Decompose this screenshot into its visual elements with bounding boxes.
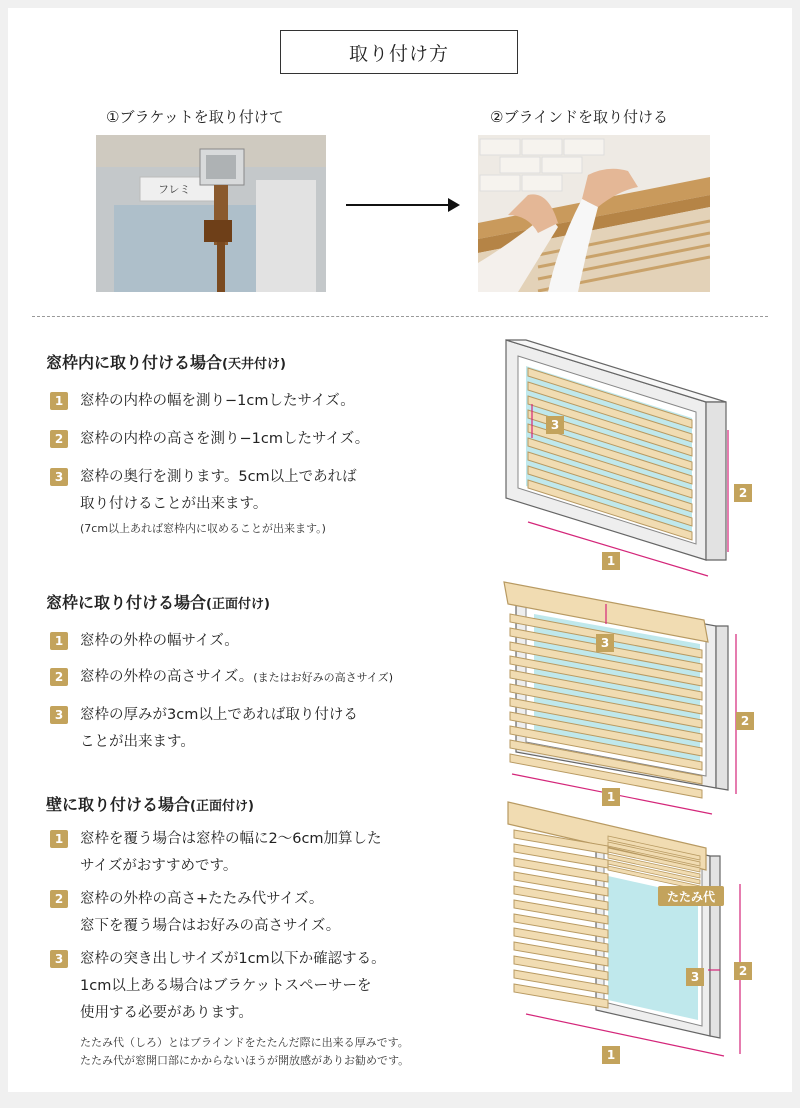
section-title-text: 窓枠内に取り付ける場合: [46, 353, 223, 372]
list-item: [50, 826, 382, 880]
number-badge: 2: [50, 890, 68, 908]
page-title: 取り付け方: [280, 30, 518, 74]
item-text: 窓枠の外枠の高さサイズ。: [80, 669, 254, 685]
list-item: [50, 886, 340, 940]
list-item: [50, 628, 239, 655]
item-text: 窓枠の突き出しサイズが1cm以下か確認する。 1cm以上ある場合はブラケットスペーサーを 使用する必要があります。: [80, 951, 386, 1021]
number-badge: 1: [50, 830, 68, 848]
section-title-front: [46, 590, 270, 613]
number-badge: 1: [50, 632, 68, 650]
measure-label-3: 3: [596, 634, 614, 652]
item-text-small: (またはお好みの高さサイズ): [253, 671, 393, 684]
diagram-inside-mount: [496, 338, 756, 578]
section-title-text: 窓枠に取り付ける場合: [46, 593, 207, 612]
measure-label-1: 1: [602, 788, 620, 806]
diagram-frame-mount: [496, 578, 756, 818]
measure-label-1: 1: [602, 552, 620, 570]
list-item: [50, 388, 355, 415]
number-badge: 1: [50, 392, 68, 410]
section-title-suffix: (天井付け): [222, 357, 286, 372]
item-text: 窓枠の内枠の高さを測り−1cmしたサイズ。: [80, 431, 370, 447]
section-title-suffix: (正面付け): [206, 597, 270, 612]
item-text: 窓枠の外枠の高さ+たたみ代サイズ。 窓下を覆う場合はお好みの高さサイズ。: [80, 891, 341, 934]
list-item: [50, 946, 386, 1027]
list-item: [50, 702, 358, 756]
section-title-text: 壁に取り付ける場合: [46, 795, 191, 814]
number-badge: 3: [50, 950, 68, 968]
page: [8, 8, 792, 1092]
number-badge: 2: [50, 430, 68, 448]
measure-label-3: 3: [686, 968, 704, 986]
section-title-wall: [46, 792, 254, 815]
measure-label-2: 2: [736, 712, 754, 730]
diagram-wall-mount: [496, 796, 760, 1066]
measure-label-2: 2: [734, 484, 752, 502]
list-item: [50, 426, 369, 453]
measure-label-1: 1: [602, 1046, 620, 1064]
blind-photo: [478, 135, 710, 292]
item-text: 窓枠を覆う場合は窓枠の幅に2〜6cm加算した サイズがおすすめです。: [80, 831, 382, 874]
bracket-photo: [96, 135, 326, 292]
tatami-label: たたみ代: [658, 886, 724, 906]
section-note: (7cm以上あれば窓枠内に収めることが出来ます。): [80, 522, 326, 535]
photo-label-text: フレミ: [158, 183, 191, 196]
measure-label-2: 2: [734, 962, 752, 980]
list-item: [50, 664, 393, 691]
section-title-inside: [46, 350, 286, 373]
number-badge: 3: [50, 706, 68, 724]
step-2-label: ②ブラインドを取り付ける: [490, 108, 668, 126]
step-1-label: ①ブラケットを取り付けて: [106, 108, 284, 126]
number-badge: 3: [50, 468, 68, 486]
item-text: 窓枠の内枠の幅を測り−1cmしたサイズ。: [80, 393, 355, 409]
item-text: 窓枠の外枠の幅サイズ。: [80, 633, 239, 649]
measure-label-3: 3: [546, 416, 564, 434]
list-item: [50, 464, 357, 518]
section-title-suffix: (正面付け): [190, 799, 254, 814]
section-note: たたみ代（しろ）とはブラインドをたたんだ際に出来る厚みです。 たたみ代が窓開口部にかからないほうが開放感がありお勧めです。: [80, 1036, 410, 1067]
section-divider: [32, 316, 768, 317]
arrow-right: [346, 204, 458, 206]
item-text: 窓枠の奥行を測ります。5cm以上であれば 取り付けることが出来ます。: [80, 469, 357, 512]
number-badge: 2: [50, 668, 68, 686]
item-text: 窓枠の厚みが3cm以上であれば取り付ける ことが出来ます。: [80, 707, 358, 750]
